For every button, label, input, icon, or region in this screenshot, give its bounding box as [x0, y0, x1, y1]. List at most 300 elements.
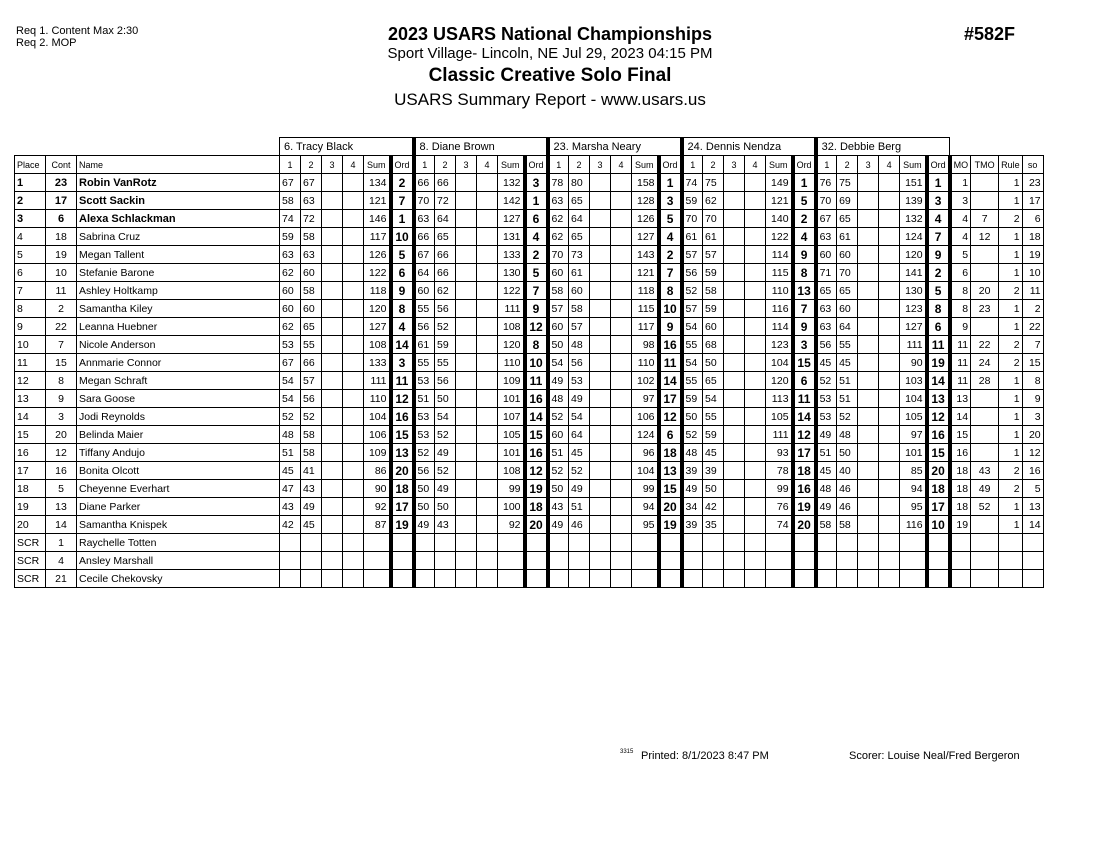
col-s1: 1 [280, 156, 301, 174]
place: 2 [15, 192, 46, 210]
score-2: 52 [435, 426, 456, 444]
score-3 [724, 498, 745, 516]
ordinal: 5 [659, 210, 682, 228]
score-2: 35 [703, 516, 724, 534]
col-s4: 4 [611, 156, 632, 174]
score-3 [858, 336, 879, 354]
col-s4: 4 [745, 156, 766, 174]
score-3 [456, 336, 477, 354]
rule [999, 534, 1023, 552]
score-2: 64 [837, 318, 858, 336]
print-code: 3315 [620, 749, 634, 755]
score-sum: 139 [900, 192, 927, 210]
rule: 1 [999, 228, 1023, 246]
sort-order: 17 [1022, 192, 1043, 210]
ordinal: 11 [659, 354, 682, 372]
contestant-number: 10 [46, 264, 77, 282]
col-so: so [1022, 156, 1043, 174]
score-4 [343, 246, 364, 264]
score-2: 60 [301, 264, 322, 282]
event-name: Classic Creative Solo Final [428, 65, 672, 86]
score-4 [343, 408, 364, 426]
ordinal [927, 534, 950, 552]
score-3 [724, 174, 745, 192]
score-2: 41 [301, 462, 322, 480]
score-2: 68 [703, 336, 724, 354]
score-sum: 122 [766, 228, 793, 246]
score-4 [879, 462, 900, 480]
score-3 [456, 210, 477, 228]
skater-name: Ansley Marshall [77, 552, 280, 570]
score-3 [456, 426, 477, 444]
score-3 [858, 408, 879, 426]
ordinal: 4 [793, 228, 816, 246]
score-3 [322, 534, 343, 552]
ordinal: 5 [525, 264, 548, 282]
score-4 [611, 516, 632, 534]
score-3 [858, 552, 879, 570]
majority-ordinal: 4 [950, 228, 971, 246]
score-3 [456, 372, 477, 390]
score-1: 60 [280, 300, 301, 318]
ordinal: 18 [793, 462, 816, 480]
ordinal [525, 552, 548, 570]
score-3 [322, 462, 343, 480]
score-sum: 108 [498, 462, 525, 480]
score-2: 57 [301, 372, 322, 390]
score-2 [837, 534, 858, 552]
score-3 [858, 228, 879, 246]
score-sum: 108 [498, 318, 525, 336]
judge-header-row [15, 138, 1044, 156]
score-2: 60 [569, 282, 590, 300]
score-3 [456, 498, 477, 516]
ordinal: 13 [927, 390, 950, 408]
sort-order: 9 [1022, 390, 1043, 408]
score-1: 66 [414, 228, 435, 246]
score-sum: 130 [900, 282, 927, 300]
ordinal: 4 [927, 210, 950, 228]
score-4 [477, 516, 498, 534]
score-1: 51 [280, 444, 301, 462]
score-3 [590, 534, 611, 552]
skater-name: Jodi Reynolds [77, 408, 280, 426]
score-sum [900, 534, 927, 552]
ordinal: 16 [659, 336, 682, 354]
score-2 [435, 552, 456, 570]
score-sum: 85 [900, 462, 927, 480]
results-table [14, 137, 1044, 588]
score-4 [477, 300, 498, 318]
score-2: 56 [435, 300, 456, 318]
rule: 2 [999, 354, 1023, 372]
score-2: 58 [301, 426, 322, 444]
score-3 [724, 390, 745, 408]
score-4 [611, 390, 632, 408]
score-3 [724, 570, 745, 588]
score-2: 66 [435, 264, 456, 282]
place: 17 [15, 462, 46, 480]
score-1 [548, 552, 569, 570]
ordinal: 2 [525, 246, 548, 264]
contestant-number: 20 [46, 426, 77, 444]
place: SCR [15, 534, 46, 552]
score-2: 51 [837, 390, 858, 408]
score-sum: 110 [364, 390, 391, 408]
ordinal: 7 [659, 264, 682, 282]
score-3 [858, 318, 879, 336]
score-4 [745, 354, 766, 372]
ordinal: 6 [793, 372, 816, 390]
col-tmo: TMO [971, 156, 999, 174]
score-sum: 128 [632, 192, 659, 210]
ordinal: 4 [659, 228, 682, 246]
score-1: 66 [414, 174, 435, 192]
score-sum: 117 [632, 318, 659, 336]
score-2: 49 [435, 444, 456, 462]
ordinal: 6 [391, 264, 414, 282]
score-3 [724, 264, 745, 282]
score-1: 42 [280, 516, 301, 534]
score-sum: 109 [364, 444, 391, 462]
score-3 [590, 228, 611, 246]
contestant-number: 6 [46, 210, 77, 228]
score-1 [414, 534, 435, 552]
score-1: 60 [280, 282, 301, 300]
ordinal: 17 [793, 444, 816, 462]
score-1: 52 [816, 372, 837, 390]
score-2: 72 [301, 210, 322, 228]
score-4 [343, 318, 364, 336]
skater-name: Cheyenne Everhart [77, 480, 280, 498]
score-1: 63 [280, 246, 301, 264]
score-2: 57 [703, 246, 724, 264]
judge-name: 8. Diane Brown [414, 138, 548, 156]
skater-name: Annmarie Connor [77, 354, 280, 372]
score-4 [477, 210, 498, 228]
score-sum: 126 [632, 210, 659, 228]
score-sum: 127 [364, 318, 391, 336]
score-3 [322, 498, 343, 516]
sort-order: 18 [1022, 228, 1043, 246]
score-sum: 92 [364, 498, 391, 516]
contestant-number: 17 [46, 192, 77, 210]
score-3 [590, 444, 611, 462]
score-sum: 142 [498, 192, 525, 210]
score-1: 48 [816, 480, 837, 498]
score-3 [456, 300, 477, 318]
score-4 [879, 192, 900, 210]
score-2: 54 [703, 390, 724, 408]
score-2: 72 [435, 192, 456, 210]
score-1: 59 [682, 390, 703, 408]
score-1: 54 [682, 354, 703, 372]
ordinal [659, 552, 682, 570]
score-1: 55 [682, 372, 703, 390]
score-sum: 104 [900, 390, 927, 408]
ordinal: 14 [525, 408, 548, 426]
score-sum: 122 [364, 264, 391, 282]
score-1: 52 [414, 444, 435, 462]
score-2: 58 [301, 444, 322, 462]
ordinal: 19 [525, 480, 548, 498]
spacer [950, 138, 1044, 156]
score-1: 49 [816, 498, 837, 516]
score-sum: 117 [364, 228, 391, 246]
rule: 1 [999, 516, 1023, 534]
score-4 [879, 480, 900, 498]
score-1: 50 [414, 480, 435, 498]
score-2: 51 [837, 372, 858, 390]
score-1: 57 [682, 300, 703, 318]
requirement-1: Req 1. Content Max 2:30 [16, 25, 139, 37]
score-sum: 96 [632, 444, 659, 462]
skater-name: Sabrina Cruz [77, 228, 280, 246]
score-2: 45 [301, 516, 322, 534]
total-majority-ordinal: 24 [971, 354, 999, 372]
score-4 [745, 300, 766, 318]
score-2: 52 [435, 462, 456, 480]
score-2: 57 [569, 318, 590, 336]
ordinal: 5 [391, 246, 414, 264]
score-4 [611, 192, 632, 210]
score-4 [745, 228, 766, 246]
score-3 [590, 390, 611, 408]
score-sum: 90 [900, 354, 927, 372]
score-sum: 108 [364, 336, 391, 354]
score-1: 49 [548, 516, 569, 534]
ordinal: 9 [525, 300, 548, 318]
score-2: 64 [569, 426, 590, 444]
score-1: 55 [682, 336, 703, 354]
skater-name: Sara Goose [77, 390, 280, 408]
score-sum: 131 [498, 228, 525, 246]
col-s4: 4 [879, 156, 900, 174]
score-2 [569, 570, 590, 588]
score-sum: 118 [632, 282, 659, 300]
score-2 [301, 570, 322, 588]
score-3 [590, 498, 611, 516]
rule: 1 [999, 408, 1023, 426]
rule: 1 [999, 300, 1023, 318]
score-1: 74 [682, 174, 703, 192]
score-1 [548, 534, 569, 552]
majority-ordinal: 18 [950, 498, 971, 516]
ordinal: 8 [525, 336, 548, 354]
score-4 [879, 372, 900, 390]
score-4 [879, 354, 900, 372]
score-2: 52 [435, 318, 456, 336]
score-4 [611, 318, 632, 336]
place: 15 [15, 426, 46, 444]
place: 13 [15, 390, 46, 408]
score-sum: 110 [632, 354, 659, 372]
total-majority-ordinal: 43 [971, 462, 999, 480]
score-2: 48 [569, 336, 590, 354]
score-2: 49 [569, 390, 590, 408]
score-1: 53 [414, 426, 435, 444]
ordinal: 11 [525, 372, 548, 390]
ordinal [793, 570, 816, 588]
score-4 [343, 372, 364, 390]
ordinal: 7 [927, 228, 950, 246]
score-2: 65 [837, 210, 858, 228]
score-2: 54 [435, 408, 456, 426]
score-3 [590, 264, 611, 282]
result-row [15, 552, 1044, 570]
score-4 [477, 498, 498, 516]
place: 7 [15, 282, 46, 300]
score-sum: 121 [766, 192, 793, 210]
score-2: 58 [837, 516, 858, 534]
score-4 [477, 372, 498, 390]
skater-name: Diane Parker [77, 498, 280, 516]
score-sum: 122 [498, 282, 525, 300]
score-1: 49 [414, 516, 435, 534]
score-sum: 114 [766, 246, 793, 264]
skater-name: Bonita Olcott [77, 462, 280, 480]
ordinal [659, 570, 682, 588]
ordinal: 17 [927, 498, 950, 516]
ordinal [927, 552, 950, 570]
score-2: 53 [569, 372, 590, 390]
score-3 [456, 534, 477, 552]
place: 10 [15, 336, 46, 354]
score-3 [322, 552, 343, 570]
score-3 [322, 264, 343, 282]
ordinal: 3 [525, 174, 548, 192]
contestant-number: 22 [46, 318, 77, 336]
score-2: 46 [837, 498, 858, 516]
score-2: 40 [837, 462, 858, 480]
score-4 [745, 516, 766, 534]
contestant-number: 11 [46, 282, 77, 300]
score-sum [632, 534, 659, 552]
score-2: 66 [301, 354, 322, 372]
score-1: 61 [414, 336, 435, 354]
spacer [15, 138, 280, 156]
col-s1: 1 [816, 156, 837, 174]
score-sum [766, 552, 793, 570]
score-2: 52 [569, 462, 590, 480]
score-3 [724, 300, 745, 318]
skater-name: Robin VanRotz [77, 174, 280, 192]
score-4 [477, 174, 498, 192]
score-1: 63 [414, 210, 435, 228]
contestant-number: 4 [46, 552, 77, 570]
rule: 2 [999, 210, 1023, 228]
score-1: 57 [682, 246, 703, 264]
score-2: 59 [703, 300, 724, 318]
rule: 2 [999, 480, 1023, 498]
score-sum: 110 [766, 282, 793, 300]
contestant-number: 23 [46, 174, 77, 192]
ordinal: 3 [659, 192, 682, 210]
ordinal: 1 [659, 174, 682, 192]
contestant-number: 5 [46, 480, 77, 498]
ordinal: 16 [525, 390, 548, 408]
score-sum: 151 [900, 174, 927, 192]
score-sum: 115 [766, 264, 793, 282]
col-s2: 2 [435, 156, 456, 174]
score-3 [322, 174, 343, 192]
score-3 [724, 408, 745, 426]
score-1: 62 [280, 264, 301, 282]
ordinal: 17 [391, 498, 414, 516]
ordinal [793, 534, 816, 552]
score-2: 56 [435, 372, 456, 390]
contestant-number: 1 [46, 534, 77, 552]
score-3 [590, 354, 611, 372]
score-sum: 98 [632, 336, 659, 354]
score-sum: 120 [900, 246, 927, 264]
skater-name: Ashley Holtkamp [77, 282, 280, 300]
score-2: 51 [569, 498, 590, 516]
score-4 [879, 264, 900, 282]
ordinal: 19 [927, 354, 950, 372]
score-2: 52 [837, 408, 858, 426]
score-2: 65 [569, 228, 590, 246]
rule: 2 [999, 282, 1023, 300]
score-1: 63 [816, 228, 837, 246]
score-3 [858, 372, 879, 390]
score-sum [766, 570, 793, 588]
ordinal: 15 [391, 426, 414, 444]
score-1: 58 [280, 192, 301, 210]
total-majority-ordinal: 12 [971, 228, 999, 246]
score-sum: 123 [766, 336, 793, 354]
result-row [15, 264, 1044, 282]
ordinal [391, 570, 414, 588]
score-4 [611, 246, 632, 264]
result-row [15, 372, 1044, 390]
score-3 [590, 408, 611, 426]
score-1: 74 [280, 210, 301, 228]
total-majority-ordinal: 22 [971, 336, 999, 354]
report-title: USARS Summary Report - www.usars.us [394, 90, 706, 109]
total-majority-ordinal [971, 570, 999, 588]
majority-ordinal: 8 [950, 282, 971, 300]
score-2: 66 [435, 246, 456, 264]
col-ord: Ord [525, 156, 548, 174]
contestant-number: 15 [46, 354, 77, 372]
score-3 [322, 570, 343, 588]
col-sum: Sum [364, 156, 391, 174]
sort-order: 13 [1022, 498, 1043, 516]
majority-ordinal: 8 [950, 300, 971, 318]
majority-ordinal: 16 [950, 444, 971, 462]
score-4 [477, 480, 498, 498]
score-3 [322, 336, 343, 354]
score-2: 42 [703, 498, 724, 516]
score-1: 65 [816, 282, 837, 300]
sort-order: 8 [1022, 372, 1043, 390]
ordinal: 13 [391, 444, 414, 462]
score-2: 75 [703, 174, 724, 192]
sort-order: 22 [1022, 318, 1043, 336]
score-4 [343, 192, 364, 210]
sort-order: 19 [1022, 246, 1043, 264]
score-4 [879, 210, 900, 228]
score-4 [745, 552, 766, 570]
score-3 [322, 246, 343, 264]
score-sum: 111 [364, 372, 391, 390]
score-sum: 99 [632, 480, 659, 498]
score-sum: 120 [766, 372, 793, 390]
score-sum: 113 [766, 390, 793, 408]
score-2: 62 [703, 192, 724, 210]
sort-order: 20 [1022, 426, 1043, 444]
